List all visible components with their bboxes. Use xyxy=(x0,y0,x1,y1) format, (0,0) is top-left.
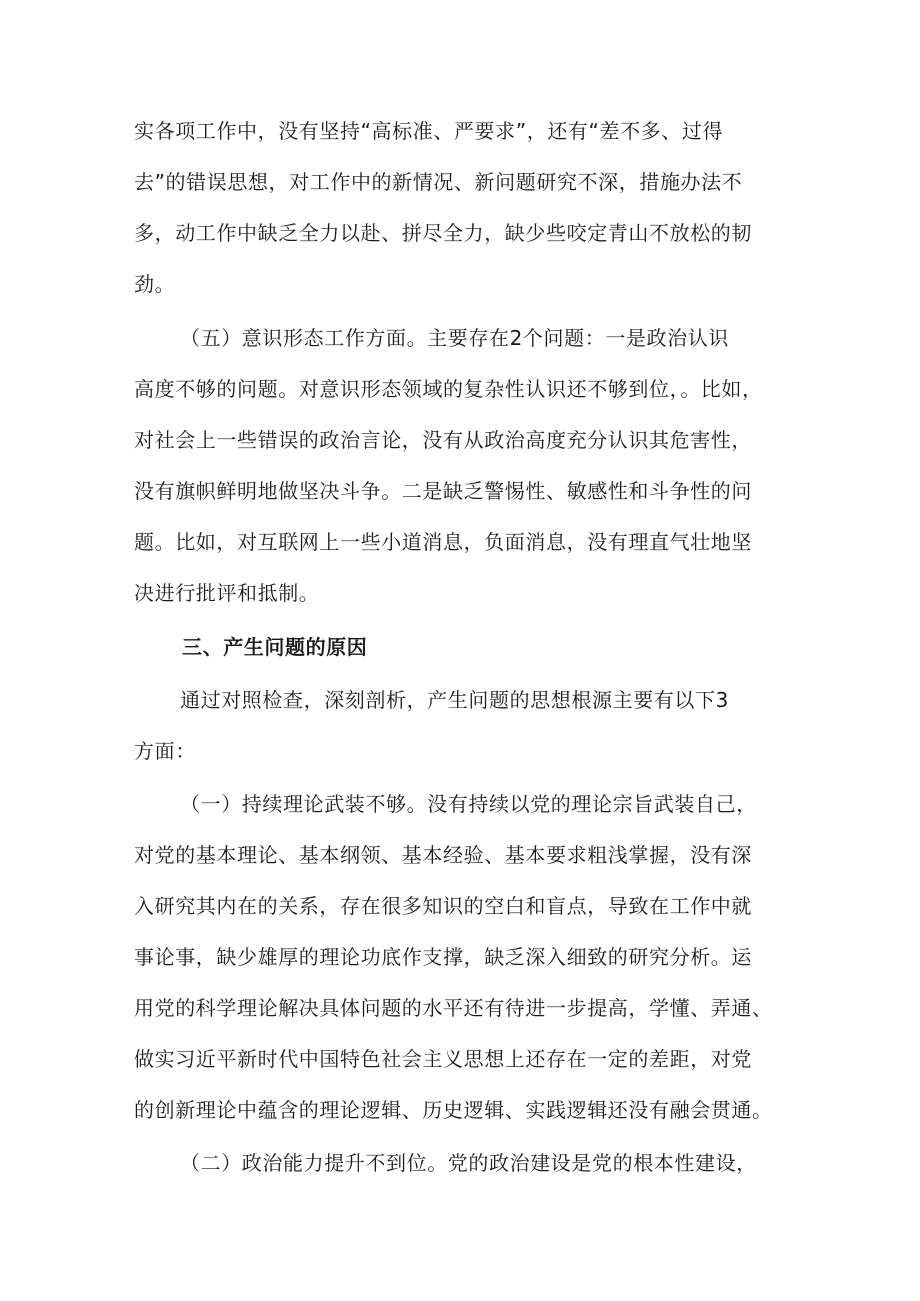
body-text-line: 高度不够的问题。对意识形态领域的复杂性认识还不够到位，。比如， xyxy=(134,377,763,401)
body-text-line: 题。比如，对互联网上一些小道消息，负面消息，没有理直气壮地坚 xyxy=(134,530,752,554)
body-text-line: 做实习近平新时代中国特色社会主义思想上还存在一定的差距，对党 xyxy=(134,1047,752,1071)
body-text-line: 去”的错误思想，对工作中的新情况、新问题研究不深，措施办法不 xyxy=(134,170,743,194)
body-text-line: 对党的基本理论、基本纲领、基本经验、基本要求粗浅掌握，没有深 xyxy=(134,843,752,867)
body-text-line: 方面： xyxy=(134,739,196,763)
body-text-line: 通过对照检查，深刻剖析，产生问题的思想根源主要有以下3 xyxy=(180,688,729,712)
body-text-line: 入研究其内在的关系，存在很多知识的空白和盲点，导致在工作中就 xyxy=(134,894,752,918)
body-text-line: 事论事，缺少雄厚的理论功底作支撑，缺乏深入细致的研究分析。运 xyxy=(134,945,752,969)
body-text-line: 没有旗帜鲜明地做坚决斗争。二是缺乏警惕性、敏感性和斗争性的问 xyxy=(134,479,752,503)
body-text-line: 实各项工作中，没有坚持“高标准、严要求”，还有“差不多、过得 xyxy=(134,119,724,143)
body-text-line: 对社会上一些错误的政治言论，没有从政治高度充分认识其危害性， xyxy=(134,428,752,452)
body-text-line: （一）持续理论武装不够。没有持续以党的理论宗旨武装自己， xyxy=(180,792,757,816)
body-text-line: 用党的科学理论解决具体问题的水平还有待进一步提高，学懂、弄通、 xyxy=(134,996,773,1020)
body-text-line: （二）政治能力提升不到位。党的政治建设是党的根本性建设， xyxy=(180,1151,757,1175)
section-heading: 三、产生问题的原因 xyxy=(182,635,368,659)
body-text-line: （五）意识形态工作方面。主要存在2个问题：一是政治认识 xyxy=(180,326,729,350)
body-text-line: 劲。 xyxy=(134,272,176,296)
body-text-line: 的创新理论中蕴含的理论逻辑、历史逻辑、实践逻辑还没有融会贯通。 xyxy=(134,1098,773,1122)
body-text-line: 多，动工作中缺乏全力以赴、拼尽全力，缺少些咬定青山不放松的韧 xyxy=(134,221,752,245)
body-text-line: 决进行批评和抵制。 xyxy=(134,581,320,605)
